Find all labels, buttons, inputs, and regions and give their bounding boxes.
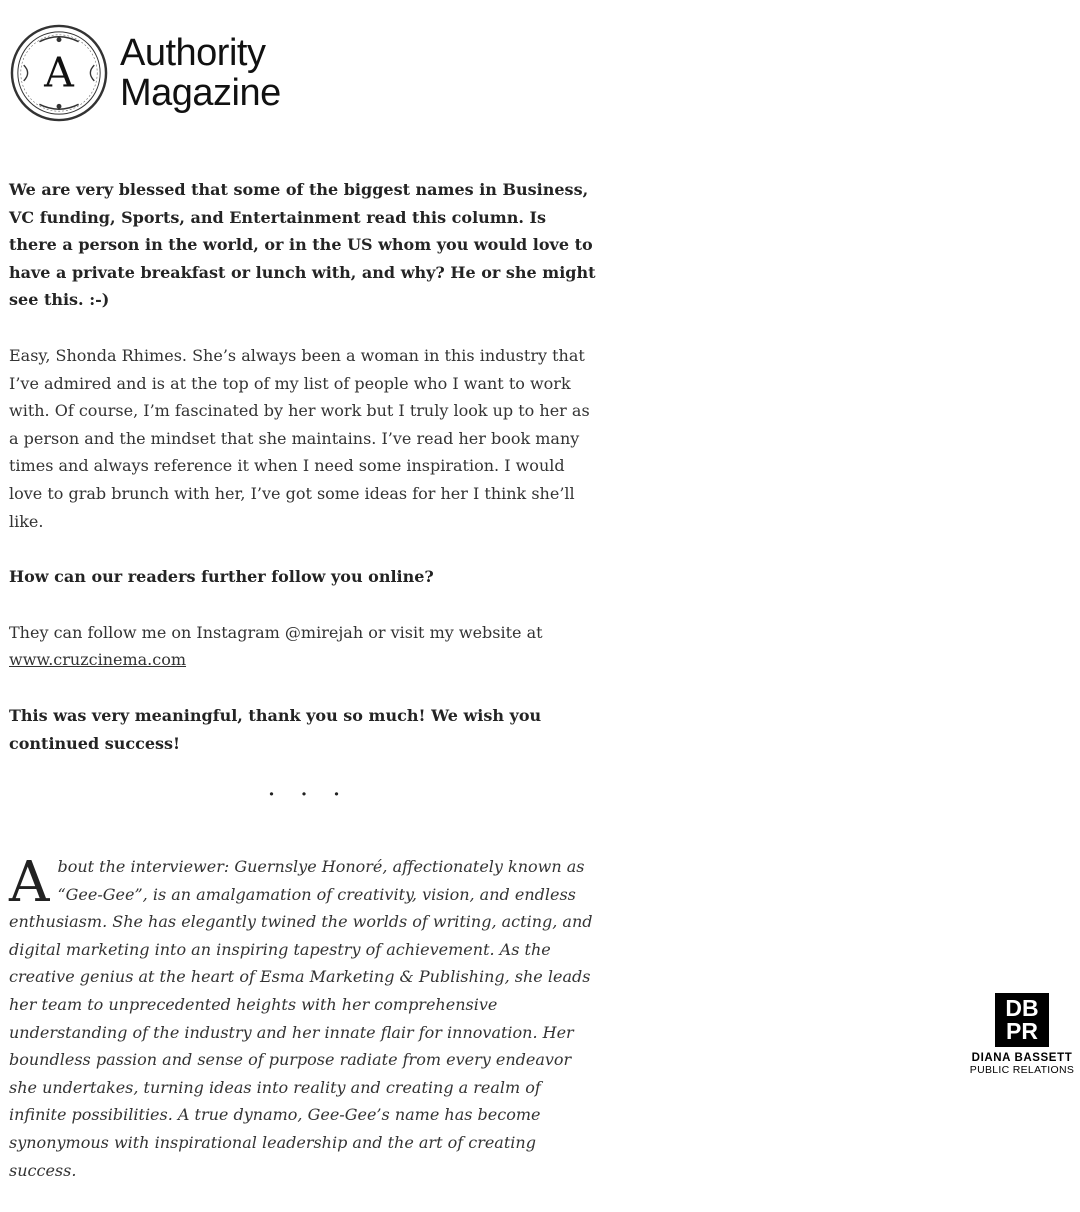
logo-letter: A [44,48,74,97]
authority-magazine-logo[interactable] [10,24,281,122]
wordmark-line-1: Authority [120,32,266,74]
dbpr-line-1: DB [1005,995,1039,1021]
question-breakfast: We are very blessed that some of the biggest names in Business, VC funding, Sports, and Entertainment read this column. Is there a person in the world, or in the US whom you would love to have a private breakfast or lunch with, and why? He or she might see this. :-) [9,180,596,310]
dbpr-subtitle: PUBLIC RELATIONS [969,1064,1075,1076]
magazine-wordmark [120,33,281,113]
interviewer-bio [9,850,599,1184]
website-link[interactable]: www.cruzcinema.com [9,650,187,670]
question-follow-online: How can our readers further follow you online? [9,567,434,587]
wordmark-line-2: Magazine [120,72,281,114]
dbpr-logo-mark [995,993,1049,1047]
answer-follow-online [9,619,599,674]
dbpr-line-2: PR [1006,1018,1038,1044]
diana-bassett-pr-badge [966,993,1078,1076]
bio-text: bout the interviewer: Guernslye Honoré, affectionately known as “Gee-Gee”, is an amalgamation of creativity, vision, and endless enthusiasm. She has elegantly twined the worlds of writing, acting, and digital marketing into an inspiring tapestry of achievement. As the creative genius at the heart of Esma Marketing & Publishing, she leads her team to unprecedented heights with her comprehensive understanding of the industry and her innate flair for innovation. Her boundless passion and sense of purpose radiate from every endeavor she undertakes, turning ideas into reality and creating a realm of infinite possibilities. A true dynamo, Gee-Gee’s name has become synonymous with inspirational leadership and the art of creating success. [9,857,593,1180]
article-body [9,176,599,1212]
monogram-emblem-icon [10,24,108,122]
bio-dropcap: A [9,850,50,916]
section-separator: · · · [268,784,350,806]
closing-statement: This was very meaningful, thank you so much! We wish you continued success! [9,705,542,753]
dbpr-name: DIANA BASSETT [971,1052,1073,1064]
answer-breakfast: Easy, Shonda Rhimes. She’s always been a woman in this industry that I’ve admired and is at the top of my list of people who I want to work with. Of course, I’m fascinated by her work but I truly look up to her as a person and the mindset that she maintains. I’ve read her book many times and always reference it when I need some inspiration. I would love to grab brunch with her, I’ve got some ideas for her I think she’ll like. [9,345,590,531]
answer-follow-text: They can follow me on Instagram @mirejah or visit my website at [9,622,543,642]
